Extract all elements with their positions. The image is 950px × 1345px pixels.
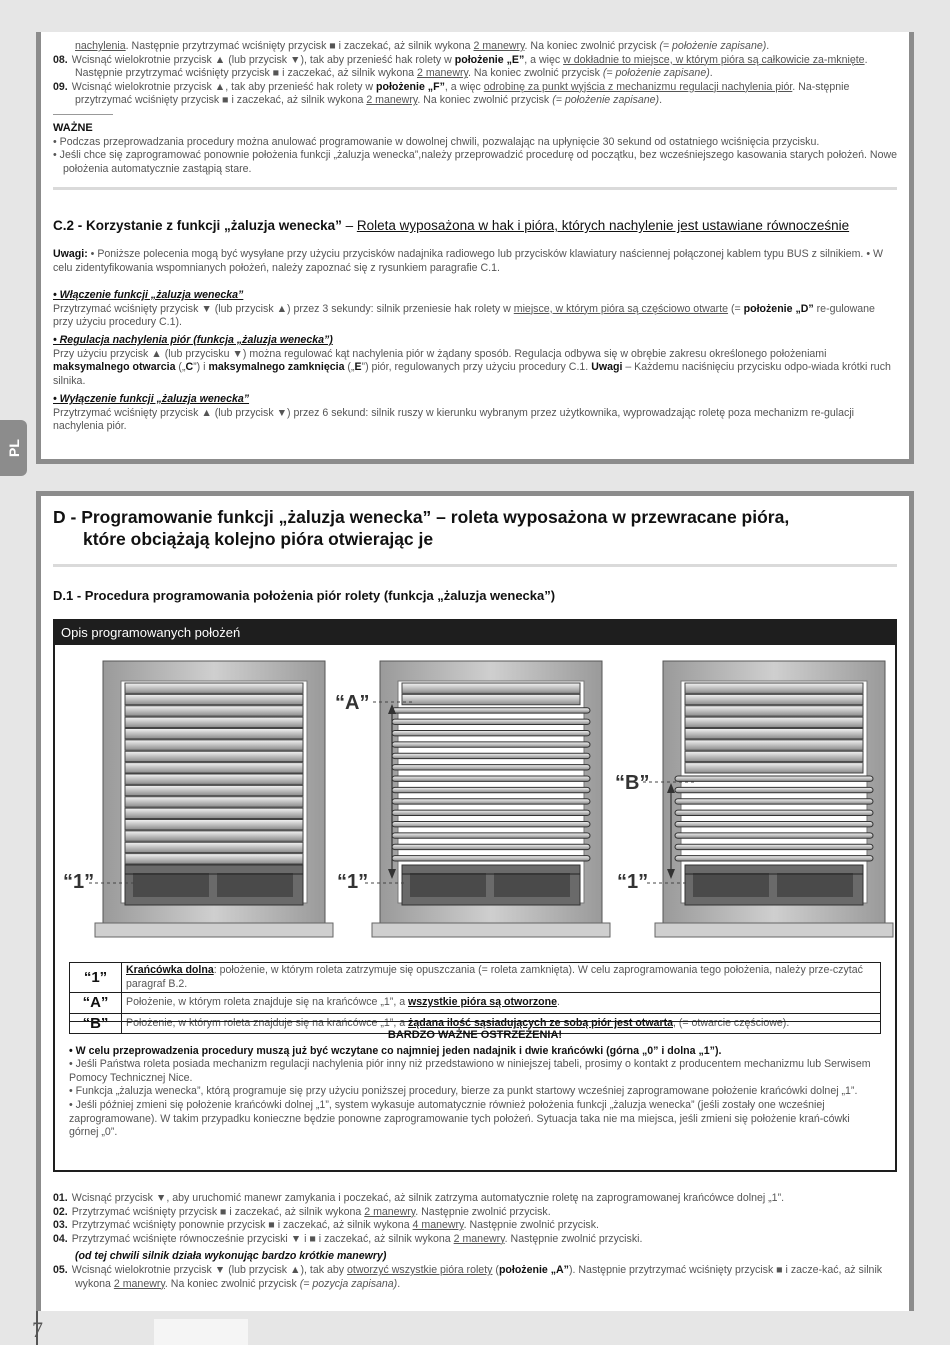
legend-row-a [70, 993, 880, 1014]
step-08: 08. Wcisnąć wielokrotnie przycisk ▲ (lub przycisk ▼), tak aby przenieść hak rolety w położenie „E”, a więc w dokładnie to miejsce, w którym pióra są całkowicie za-mknięte. Następnie przytrzymać wciśnięty przycisk ■ i zaczekać, aż silnik wykona 2 manewry. Na koniec zwolnić przycisk (= położenie zapisane). [53, 53, 868, 80]
figure-label-1-middle: “1” [337, 871, 369, 893]
positions-legend [69, 962, 881, 1034]
wazne-rule [53, 114, 113, 115]
divider [53, 564, 897, 567]
figure-label-b: “B” [615, 772, 650, 794]
warning-3: • Funkcja „żaluzja wenecka”, którą programuje się przy użyciu poniższej procedury, bierze za punkt startowy wcześniej zaprogramowane położenie krańcówki dolnej „1”. [69, 1085, 858, 1098]
legend-row-1 [70, 963, 880, 993]
procedure-steps [53, 1192, 897, 1291]
legend-key: “A” [70, 993, 122, 1013]
language-tab-label: PL [5, 439, 22, 457]
shutter-figure-all-open [372, 661, 610, 937]
step-03: 03. Przytrzymać wciśnięty ponownie przycisk ■ i zaczekać, aż silnik wykona 4 manewry. Następnie zwolnić przycisk. [53, 1219, 599, 1232]
step-05: 05. Wcisnąć wielokrotnie przycisk ▼ (lub przycisk ▲), tak aby otworzyć wszystkie pióra rolety (położenie „A”). Następnie przytrzymać wciśnięty przycisk ■ i zacze-kać, aż silnik wykona 2 manewry. Na koniec zwolnić przycisk (= pozycja zapisana). [53, 1263, 883, 1290]
positions-table-header: Opis programowanych położeń [55, 621, 895, 645]
uwagi: Uwagi: • Poniższe polecenia mogą być wysyłane przy użyciu przycisków nadajnika radiowego lub przycisków klawiatury naściennej połączonej kablem typu BUS z silnikiem. • W celu zidentyfikowania wspomnianych położeń, należy zapoznać się z rysunkiem paragrafie C.1. [53, 248, 883, 274]
enable-function: • Włączenie funkcji „żaluzja wenecka” Przytrzymać wciśnięty przycisk ▼ (lub przycisk ▲) przez 3 sekundy: silnik przeniesie hak rolety w miejsce, w którym pióra są częściowo otwarte (= położenie „D” re-gulowane przy użyciu procedury C.1). [53, 289, 875, 329]
legend-key: “1” [70, 963, 122, 992]
section-d-title: D - Programowanie funkcji „żaluzja wenecka” – roleta wyposażona w przewracane pióra, które obciążają kolejno pióra otwierając je [53, 507, 790, 549]
wazne-item-2: • Jeśli chce się zaprogramować ponownie położenia funkcji „żaluzja wenecka”,należy przeprowadzić procedurę od początku, bez wcześniejszego kasowania starych położeń. Nowe położenia automatycznie zastąpią stare. [53, 149, 897, 175]
language-tab [0, 420, 27, 476]
wazne-block [53, 122, 897, 176]
wazne-title: WAŻNE [53, 122, 93, 134]
short-maneuvers-note: (od tej chwili silnik działa wykonując bardzo krótkie manewry) [75, 1250, 387, 1263]
section-d [36, 491, 914, 1311]
legend-value: Położenie, w którym roleta znajduje się na krańcówce „1”, a żądana ilość sąsiadujących ze sobą piór jest otwarta, (= otwarcie częściowe). [126, 1016, 790, 1029]
warning-4: • Jeśli później zmieni się położenie krańcówki dolnej „1”, system wykasuje automatycznie również położenia funkcji „żaluzja wenecka” (jeśli zostały one wcześniej zaprogramowane). W takim przypadku konieczne będzie ponowne zaprogramowanie tych położeń. Sytuacja taka nie ma miejsca, jeśli zmieni się położenie krań-cówki górnej „0”. [69, 1098, 850, 1139]
positions-table [53, 619, 897, 1172]
legend-key: “B” [70, 1014, 122, 1034]
c2-heading: C.2 - Korzystanie z funkcji „żaluzja wenecka” – Roleta wyposażona w hak i pióra, których nachylenie jest ustawiane równocześnie [53, 218, 850, 233]
warnings-title: BARDZO WAŻNE OSTRZEŻENIA! [387, 1029, 563, 1041]
tilt-regulation: • Regulacja nachylenia piór (funkcja „żaluzja wenecka”) Przy użyciu przycisk ▲ (lub przycisku ▼) można regulować kąt nachylenia piór w żądany sposób. Regulacja odbywa się w obrębie zakresu określonego położeniami maksymalnego otwarcia („C”) i maksymalnego zamknięcia („E”) piór, regulowanych przy użyciu procedury C.1. Uwagi – Każdemu naciśnięciu przycisku odpo-wiada krótki ruch silnika. [53, 334, 891, 387]
page-number: 7 [32, 1317, 43, 1342]
d1-title: D.1 - Procedura programowania położenia piór rolety (funkcja „żaluzja wenecka”) [53, 588, 556, 603]
step-02: 02. Przytrzymać wciśnięty przycisk ■ i zaczekać, aż silnik wykona 2 manewry. Następnie zwolnić przycisk. [53, 1205, 551, 1218]
disable-function: • Wyłączenie funkcji „żaluzja wenecka” Przytrzymać wciśnięty przycisk ▲ (lub przycisk ▼) przez 6 sekund: silnik ruszy w kierunku wybranym przez użytkownika, wyprowadzając roletę poza mechanizm re-gulacji nachylenia piór. [53, 393, 855, 433]
warning-1: • W celu przeprowadzenia procedury muszą już być wczytane co najmniej jeden nadajnik i dwie krańcówki (górna „0” i dolna „1”). [69, 1044, 722, 1057]
legend-value: Krańcówka dolna: położenie, w którym roleta zatrzymuje się opuszczania (= roleta zamknięta). W celu zaprogramowania tego położenia, należy prze-czytać paragraf B.2. [126, 964, 863, 990]
footer-block [154, 1319, 248, 1345]
step-07-tail: nachylenia. Następnie przytrzymać wciśnięty przycisk ■ i zaczekać, aż silnik wykona 2 manewry. Na koniec zwolnić przycisk (= położenie zapisane). [75, 40, 770, 52]
divider [53, 187, 897, 190]
shutter-figure-partial-open [655, 661, 893, 937]
steps-continuation [53, 40, 897, 108]
step-04: 04. Przytrzymać wciśnięte równocześnie przyciski ▼ i ■ i zaczekać, aż silnik wykona 2 manewry. Następnie zwolnić przyciski. [53, 1232, 643, 1245]
legend-divider [69, 1021, 881, 1022]
section-c-continuation [36, 32, 914, 464]
warnings [69, 1029, 881, 1140]
shutter-figures [55, 651, 905, 961]
step-01: 01. Wcisnąć przycisk ▼, aby uruchomić manewr zamykania i poczekać, aż silnik zatrzyma automatycznie roletę na zaprogramowanej krańcówce dolnej „1”. [53, 1192, 785, 1204]
figure-label-1-right: “1” [617, 871, 649, 893]
page-footer [32, 1311, 914, 1345]
warning-2: • Jeśli Państwa roleta posiada mechanizm regulacji nachylenia piór inny niż przedstawiono w niniejszej tabeli, prosimy o kontakt z producentem mechanizmu lub Serwisem Pomocy Technicznej Nice. [69, 1058, 871, 1084]
wazne-item-1: • Podczas przeprowadzania procedury można anulować programowanie w dowolnej chwili, pozwalając na upłynięcie 30 sekund od ostatniego wciśnięcia przycisku. [53, 135, 820, 148]
figure-label-1-left: “1” [63, 871, 95, 893]
step-09: 09. Wcisnąć wielokrotnie przycisk ▲, tak aby przenieść hak rolety w położenie „F”, a więc odrobinę za punkt wyjścia z mechanizmu regulacji nachylenia piór. Na-stępnie przytrzymać wciśnięty przycisk ■ i zaczekać, aż silnik wykona 2 manewry. Na koniec zwolnić przycisk (= położenie zapisane). [53, 80, 850, 107]
figure-label-a: “A” [335, 692, 370, 714]
shutter-figure-closed [95, 661, 333, 937]
legend-value: Położenie, w którym roleta znajduje się na krańcówce „1”, a wszystkie pióra są otworzone. [126, 996, 560, 1009]
